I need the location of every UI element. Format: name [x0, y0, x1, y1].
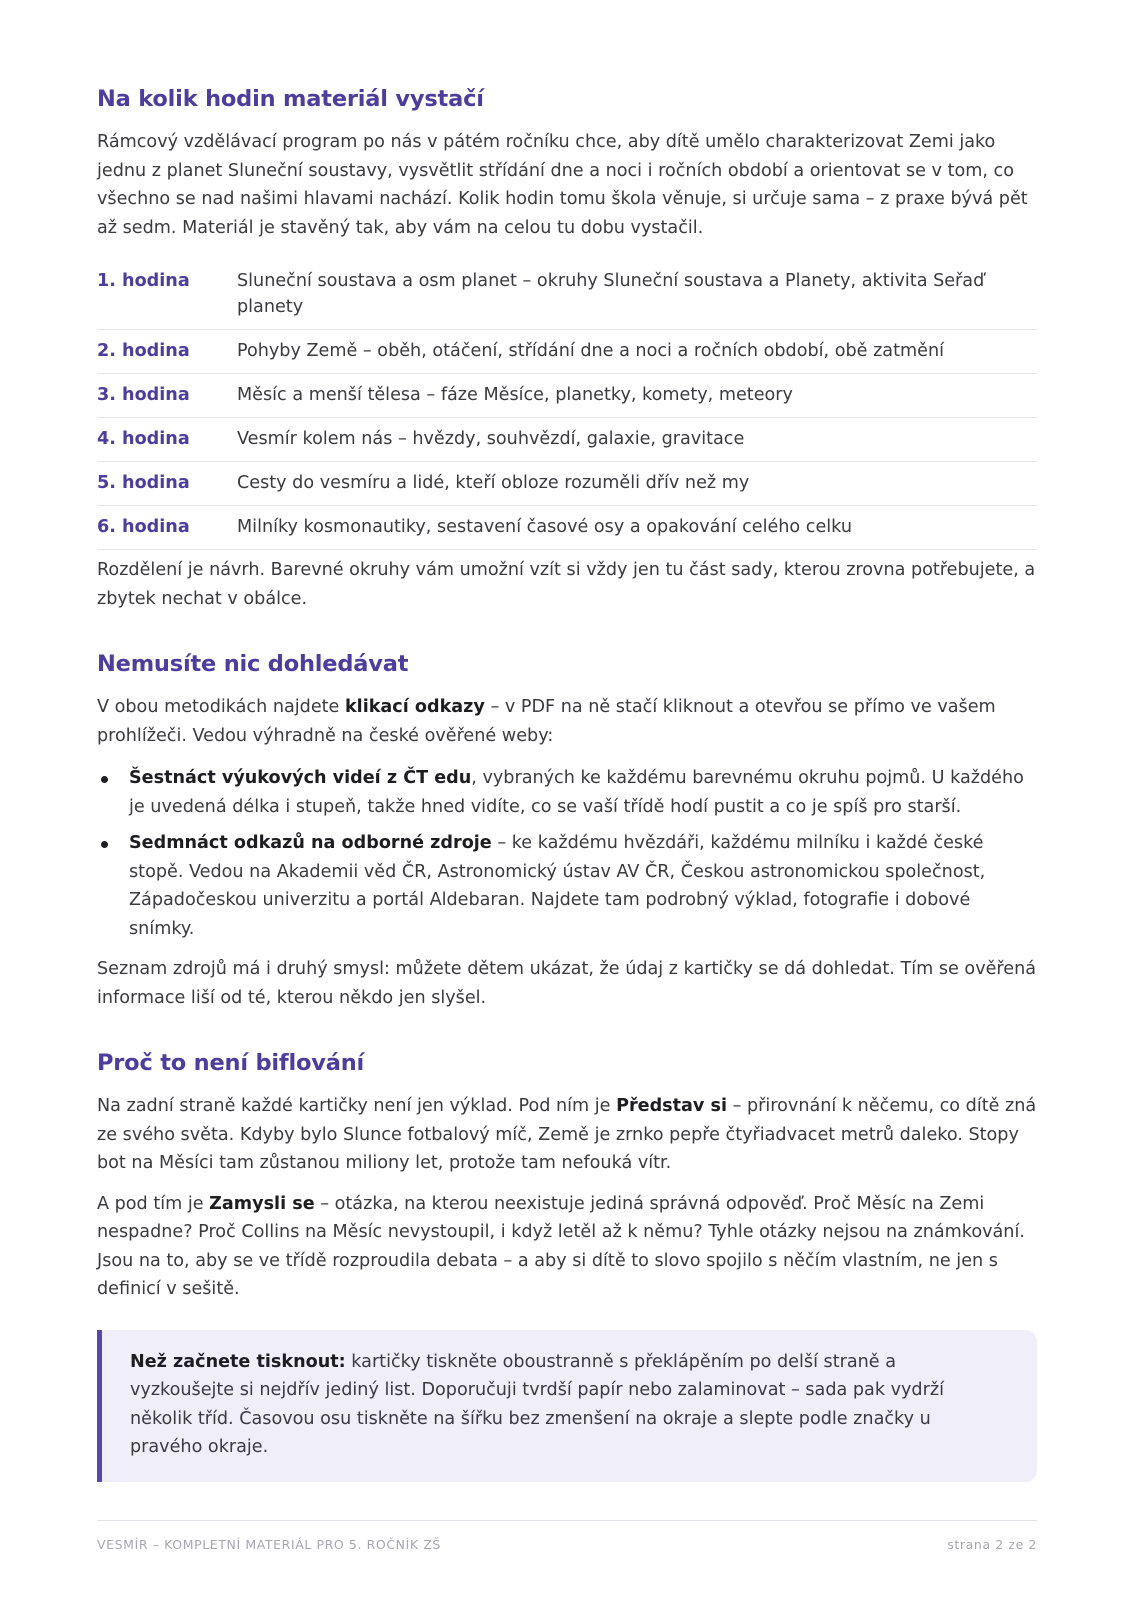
lesson-description: Měsíc a menší tělesa – fáze Měsíce, planetky, komety, meteory: [237, 385, 793, 405]
lesson-schedule-table: [97, 262, 1037, 550]
paragraph-text-start: Na zadní straně každé kartičky není jen výklad. Pod ním je: [97, 1096, 617, 1116]
list-item-bold: Šestnáct výukových videí z ČT edu: [129, 768, 472, 788]
schedule-note: Rozdělení je návrh. Barevné okruhy vám umožní vzít si vždy jen tu část sady, kterou zrovna potřebujete, a zbytek nechat v obálce.: [97, 560, 1036, 609]
section-intro-links: [97, 693, 1037, 750]
list-item-bold: Sedmnáct odkazů na odborné zdroje: [129, 833, 492, 853]
lesson-description: Milníky kosmonautiky, sestavení časové osy a opakování celého celku: [237, 517, 852, 537]
paragraph-think: [97, 1190, 1037, 1304]
section-intro-hours: Rámcový vzdělávací program po nás v pátém ročníku chce, aby dítě umělo charakterizovat Zemi jako jednu z planet Sluneční soustavy, vysvětlit střídání dne a noci i ročních období a orientovat se v tom, co všechno se nad našimi hlavami nachází. Kolik hodin tomu škola věnuje, si určuje sama – z praxe bývá pět až sedm. Materiál je stavěný tak, aby vám na celou tu dobu vystačil.: [97, 132, 1028, 238]
callout-bold: Než začnete tisknout:: [130, 1351, 346, 1372]
page-footer: [97, 1520, 1037, 1552]
lesson-description: Vesmír kolem nás – hvězdy, souhvězdí, galaxie, gravitace: [237, 429, 745, 449]
footer-page-number: strana 2 ze 2: [947, 1537, 1037, 1552]
sources-note: Seznam zdrojů má i druhý smysl: můžete dětem ukázat, že údaj z kartičky se dá dohledat. Tím se ověřená informace liší od té, kterou někdo jen slyšel.: [97, 959, 1037, 1008]
list-item: [97, 829, 1037, 943]
lesson-label: 1. hodina: [97, 271, 190, 291]
list-item-text: – ke každému hvězdáři, každému milníku i každé české stopě. Vedou na Akademii věd ČR, Astronomický ústav AV ČR, Českou astronomickou společnost, Západočeskou univerzitu a portál Aldebaran. Najdete tam podrobný výklad, fotografie i dobové snímky.: [129, 833, 986, 939]
paragraph-text-start: A pod tím je: [97, 1193, 210, 1214]
lesson-description: Cesty do vesmíru a lidé, kteří obloze rozuměli dřív než my: [237, 473, 750, 493]
table-row: [97, 506, 1037, 550]
section-title-not-cramming: Proč to není biflování: [97, 1050, 365, 1076]
paragraph-text-end: – přirovnání k něčemu, co dítě zná ze svého světa. Kdyby bylo Slunce fotbalový míč, Země je zrnko pepře čtyřiadvacet metrů daleko. Stopy bot na Měsíci tam zůstanou miliony let, protože tam nefouká vítr.: [97, 1096, 1037, 1173]
page-content: [97, 78, 1037, 1482]
intro-text-start: V obou metodikách najdete: [97, 697, 345, 717]
intro-bold-links: klikací odkazy: [344, 697, 485, 717]
list-item-text: , vybraných ke každému barevnému okruhu pojmů. U každého je uvedená délka i stupeň, takže hned vidíte, co se vaší třídě hodí pustit a co je spíš pro starší.: [129, 768, 1024, 817]
lesson-description: Pohyby Země – oběh, otáčení, střídání dne a noci a ročních období, obě zatmění: [237, 341, 944, 361]
lesson-label: 2. hodina: [97, 341, 190, 361]
resource-list: [97, 764, 1037, 943]
footer-document-title: VESMÍR – KOMPLETNÍ MATERIÁL PRO 5. ROČNÍK ZŠ: [97, 1537, 441, 1552]
print-tip-callout: [97, 1330, 1037, 1482]
table-row: [97, 262, 1037, 330]
paragraph-bold-think: Zamysli se: [209, 1193, 315, 1214]
table-row: [97, 374, 1037, 418]
paragraph-imagine: [97, 1092, 1037, 1178]
section-title-hours: Na kolik hodin materiál vystačí: [97, 86, 484, 112]
intro-text-end: – v PDF na ně stačí kliknout a otevřou se přímo ve vašem prohlížeči. Vedou výhradně na české ověřené weby:: [97, 697, 996, 746]
callout-text: [130, 1348, 997, 1462]
lesson-label: 4. hodina: [97, 429, 190, 449]
section-title-links: Nemusíte nic dohledávat: [97, 651, 409, 677]
list-item: [97, 764, 1037, 821]
table-row: [97, 462, 1037, 506]
table-row: [97, 418, 1037, 462]
lesson-label: 6. hodina: [97, 517, 190, 537]
lesson-label: 5. hodina: [97, 473, 190, 493]
lesson-description: Sluneční soustava a osm planet – okruhy Sluneční soustava a Planety, aktivita Seřaď planety: [237, 271, 985, 317]
paragraph-bold-imagine: Představ si: [616, 1096, 728, 1116]
paragraph-text-end: – otázka, na kterou neexistuje jediná správná odpověď. Proč Měsíc na Zemi nespadne? Proč Collins na Měsíc nevystoupil, i když letěl až k němu? Tyhle otázky nejsou na známkování. Jsou na to, aby se ve třídě rozproudila debata – a aby si dítě to slovo spojilo s něčím vlastním, ne jen s definicí v sešitě.: [97, 1193, 1025, 1299]
lesson-label: 3. hodina: [97, 385, 190, 405]
table-row: [97, 330, 1037, 374]
callout-body: kartičky tiskněte oboustranně s překlápěním po delší straně a vyzkoušejte si nejdřív jediný list. Doporučuji tvrdší papír nebo zalaminovat – sada pak vydrží několik tříd. Časovou osu tiskněte na šířku bez zmenšení na okraje a slepte podle značky u pravého okraje.: [130, 1351, 944, 1457]
